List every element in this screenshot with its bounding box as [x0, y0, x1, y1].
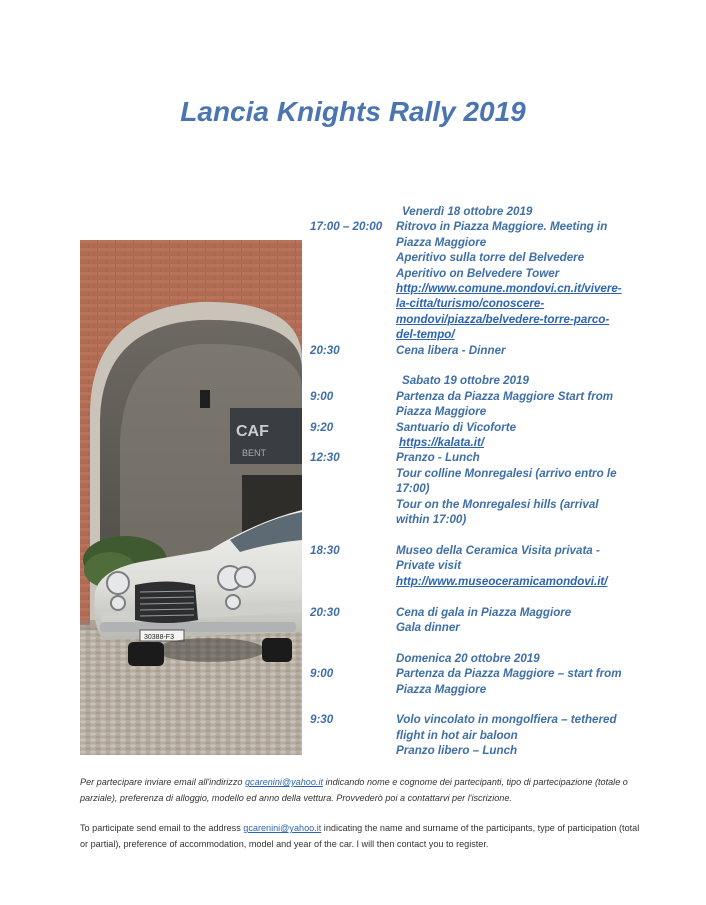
entry-text: within 17:00) — [396, 513, 467, 527]
schedule-entry — [310, 543, 640, 589]
entry-text: Volo vincolato in mongolfiera – tethered — [396, 713, 617, 727]
entry-text: Piazza Maggiore — [396, 405, 487, 419]
belvedere-link[interactable]: mondovi/piazza/belvedere-torre-parco- — [396, 312, 610, 326]
schedule-entry — [310, 605, 640, 636]
schedule-entry — [310, 666, 640, 697]
entry-text: Private visit — [396, 559, 462, 573]
entry-text: Santuario di Vicoforte — [396, 420, 517, 434]
cafe-sign-text: CAF — [236, 423, 269, 440]
time-label: 9:30 — [310, 713, 334, 727]
belvedere-link[interactable]: http://www.comune.mondovi.cn.it/vivere- — [396, 282, 622, 296]
schedule — [310, 204, 640, 759]
schedule-entry — [310, 450, 640, 527]
entry-text: Museo della Ceramica Visita privata - — [396, 543, 600, 557]
entry-text: Aperitivo sulla torre del Belvedere — [396, 251, 585, 265]
entry-text: Gala dinner — [396, 620, 460, 634]
day-heading-saturday: Sabato 19 ottobre 2019 — [402, 374, 529, 388]
page-title: Lancia Knights Rally 2019 — [180, 96, 526, 127]
entry-text: Tour on the Monregalesi hills (arrival — [396, 497, 599, 511]
time-label: 9:00 — [310, 667, 334, 681]
schedule-entry — [310, 219, 640, 342]
entry-text: Ritrovo in Piazza Maggiore. Meeting in — [396, 220, 608, 234]
time-label: 20:30 — [310, 605, 340, 619]
english-instructions: To participate send email to the address gcarenini@yahoo.it indicating the name and surname of the participants, type of participation (total or partial), preference of accommodation, model and year of the car. I will then contact you to register. — [80, 823, 640, 849]
schedule-entry — [310, 343, 640, 358]
time-label: 9:20 — [310, 420, 334, 434]
email-link[interactable]: gcarenini@yahoo.it — [243, 823, 322, 833]
day-heading-friday: Venerdì 18 ottobre 2019 — [402, 205, 533, 218]
time-label: 12:30 — [310, 451, 340, 465]
plate-text: 30388-F3 — [144, 634, 174, 641]
entry-text: Pranzo libero – Lunch — [396, 744, 518, 758]
entry-text: Piazza Maggiore — [396, 235, 487, 249]
belvedere-link[interactable]: del-tempo/ — [396, 328, 455, 342]
time-label: 18:30 — [310, 543, 340, 557]
entry-text: Cena libera - Dinner — [396, 343, 506, 357]
schedule-entry — [310, 712, 640, 758]
entry-text: Partenza da Piazza Maggiore Start from — [396, 389, 614, 403]
entry-text: Partenza da Piazza Maggiore – start from — [396, 667, 622, 681]
car-photo — [80, 240, 302, 755]
time-label: 20:30 — [310, 343, 340, 357]
belvedere-link[interactable]: la-citta/turismo/conoscere- — [396, 297, 545, 311]
day-heading-sunday: Domenica 20 ottobre 2019 — [396, 651, 540, 665]
cafe-sign-text2: BENT — [242, 448, 267, 458]
entry-text: 17:00) — [396, 482, 430, 496]
entry-text: Tour colline Monregalesi (arrivo entro le — [396, 466, 617, 480]
lancia-car-image — [80, 240, 302, 755]
entry-text: Cena di gala in Piazza Maggiore — [396, 605, 572, 619]
footer-notes — [80, 775, 640, 852]
museo-link[interactable]: http://www.museoceramicamondovi.it/ — [396, 574, 608, 588]
schedule-entry — [310, 420, 640, 451]
entry-text: flight in hot air baloon — [396, 728, 518, 742]
entry-text: Piazza Maggiore — [396, 682, 487, 696]
kalata-link[interactable]: https://kalata.it/ — [399, 436, 485, 450]
email-link[interactable]: gcarenini@yahoo.it — [245, 777, 323, 787]
time-label: 9:00 — [310, 389, 334, 403]
entry-text: Pranzo - Lunch — [396, 451, 480, 465]
time-label: 17:00 – 20:00 — [310, 220, 383, 234]
italian-instructions: Per partecipare inviare email all'indirizzo gcarenini@yahoo.it indicando nome e cognome dei partecipanti, tipo di partecipazione (totale o parziale), preferenza di alloggio, modello ed anno della vettura. Provvederò poi a contattarvi per l'iscrizione. — [80, 777, 628, 803]
entry-text: Aperitivo on Belvedere Tower — [396, 266, 560, 280]
schedule-entry — [310, 389, 640, 420]
